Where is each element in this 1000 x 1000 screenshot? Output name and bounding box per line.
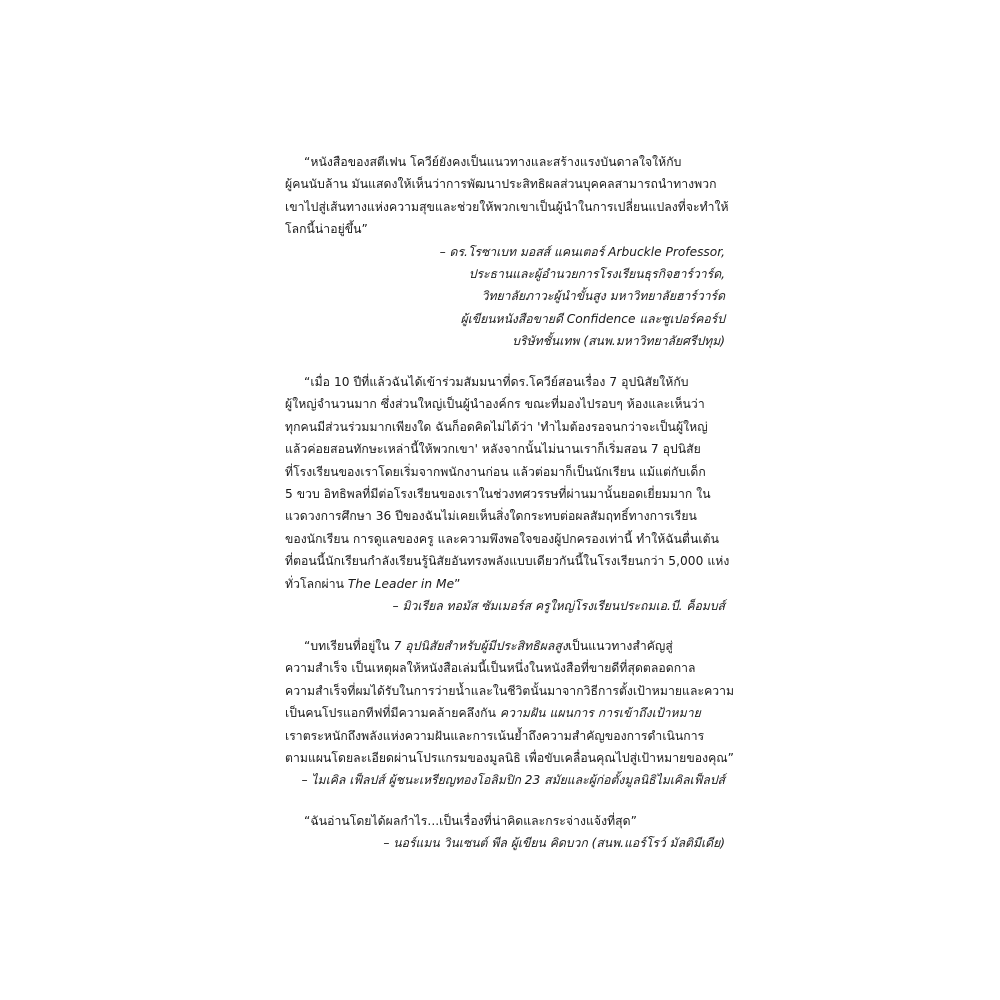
- quote-attribution: [285, 832, 725, 854]
- quote-line: “เมื่อ 10 ปีที่แล้วฉันได้เข้าร่วมสัมมนาที่ดร.โควีย์สอนเรื่อง 7 อุปนิสัยให้กับ: [304, 375, 689, 389]
- quote-line: เราตระหนักถึงพลังแห่งความฝันและการเน้นย้ำถึงความสำคัญของการดำเนินการ: [285, 728, 705, 743]
- emphasis-text: ความฝัน แผนการ การเข้าถึงเป้าหมาย: [499, 706, 701, 721]
- book-title: The Leader in Me: [347, 576, 455, 591]
- quote-text-segment: ”: [454, 576, 461, 591]
- quote-line: ที่ตอนนี้นักเรียนกำลังเรียนรู้นิสัยอันทรงพลังแบบเดียวกันนี้ในโรงเรียนกว่า 5,000 แห่ง: [285, 554, 730, 569]
- quote-line: โลกนี้น่าอยู่ขึ้น”: [285, 222, 368, 237]
- attribution-line: วิทยาลัยภาวะผู้นำขั้นสูง มหาวิทยาลัยฮาร์วาร์ด: [481, 289, 725, 304]
- quote-line: ทุกคนมีส่วนร่วมมากเพียงใด ฉันก็อดคิดไม่ได้ว่า 'ทำไมต้องรอจนกว่าจะเป็นผู้ใหญ่: [285, 419, 708, 434]
- quote-text-segment: ทั่วโลกผ่าน: [285, 576, 348, 591]
- quote-text-segment: เป็นคนโปรแอกทีฟที่มีความคล้ายคลึงกัน: [285, 706, 500, 721]
- quote-line: ความสำเร็จ เป็นเหตุผลให้หนังสือเล่มนี้เป็นหนึ่งในหนังสือที่ขายดีที่สุดตลอดกาล: [285, 661, 696, 676]
- quote-line: ของนักเรียน การดูแลของครู และความพึงพอใจของผู้ปกครองเท่านี้ ทำให้ฉันตื่นเต้น: [285, 531, 719, 546]
- quote-body: [285, 371, 730, 595]
- quote-attribution: [285, 241, 725, 353]
- quote-line: ที่โรงเรียนของเราโดยเริ่มจากพนักงานก่อน แล้วต่อมาก็เป็นนักเรียน แม้แต่กับเด็ก: [285, 464, 706, 479]
- testimonial-peale: [285, 810, 725, 855]
- quote-text-segment: เป็นแนวทางสำคัญสู่: [567, 639, 673, 653]
- attribution-line: – ดร.โรซาเบท มอสส์ แคนเตอร์ Arbuckle Professor,: [439, 244, 725, 259]
- attribution-line: บริษัทชั้นเทพ (สนพ.มหาวิทยาลัยศรีปทุม): [512, 334, 725, 349]
- quote-line: [285, 702, 725, 724]
- testimonial-kanter: [285, 151, 729, 353]
- attribution-line: ผู้เขียนหนังสือขายดี Confidence และซูเปอร์คอร์ป: [460, 311, 725, 326]
- attribution-line: – นอร์แมน วินเซนต์ พีล ผู้เขียน คิดบวก (สนพ.แอร์โรว์ มัลติมีเดีย): [383, 836, 725, 851]
- quote-attribution: [285, 595, 725, 617]
- quote-body: [285, 810, 725, 832]
- attribution-line: – ไมเคิล เฟ็ลปส์ ผู้ชนะเหรียญทองโอลิมปิก 23 สมัยและผู้ก่อตั้งมูลนิธิไมเคิลเฟ็ลปส์: [301, 773, 725, 788]
- attribution-line: ประธานและผู้อำนวยการโรงเรียนธุรกิจฮาร์วาร์ด,: [468, 267, 725, 282]
- quote-body: [285, 151, 729, 241]
- quote-line: ผู้ใหญ่จำนวนมาก ซึ่งส่วนใหญ่เป็นผู้นำองค์กร ขณะที่มองไปรอบๆ ห้องและเห็นว่า: [285, 397, 705, 412]
- quote-line: 5 ขวบ อิทธิพลที่มีต่อโรงเรียนของเราในช่วงทศวรรษที่ผ่านมานั้นยอดเยี่ยมมาก ใน: [285, 487, 711, 502]
- quote-line: ตามแผนโดยละเอียดผ่านโปรแกรมของมูลนิธิ เพื่อขับเคลื่อนคุณไปสู่เป้าหมายของคุณ”: [285, 751, 734, 766]
- quote-body: [285, 635, 735, 769]
- quote-line: ผู้คนนับล้าน มันแสดงให้เห็นว่าการพัฒนาประสิทธิผลส่วนบุคคลสามารถนำทางพวก: [285, 177, 717, 192]
- quote-line: แล้วค่อยสอนทักษะเหล่านี้ให้พวกเขา' หลังจากนั้นไม่นานเราก็เริ่มสอน 7 อุปนิสัย: [285, 442, 701, 457]
- book-title: 7 อุปนิสัยสำหรับผู้มีประสิทธิผลสูง: [393, 639, 568, 653]
- quote-line: “ฉันอ่านโดยได้ผลกำไร...เป็นเรื่องที่น่าคิดและกระจ่างแจ้งที่สุด”: [304, 814, 637, 828]
- quote-line: “หนังสือของสตีเฟน โควีย์ยังคงเป็นแนวทางและสร้างแรงบันดาลใจให้กับ: [304, 155, 682, 169]
- quote-attribution: [285, 769, 725, 791]
- quote-line: [285, 635, 725, 657]
- testimonial-summers: [285, 371, 730, 617]
- quote-line: แวดวงการศึกษา 36 ปีของฉันไม่เคยเห็นสิ่งใดกระทบต่อผลสัมฤทธิ์ทางการเรียน: [285, 509, 697, 524]
- quote-line: [285, 573, 725, 595]
- attribution-line: – มิวเรียล ทอมัส ซัมเมอร์ส ครูใหญ่โรงเรียนประถมเอ.บี. ค็อมบส์: [392, 599, 725, 614]
- testimonial-phelps: [285, 635, 735, 792]
- quote-text-segment: “บทเรียนที่อยู่ใน: [304, 639, 394, 653]
- quote-line: ความสำเร็จที่ผมได้รับในการว่ายน้ำและในชีวิตนั้นมาจากวิธีการตั้งเป้าหมายและความ: [285, 683, 735, 698]
- quote-line: เขาไปสู่เส้นทางแห่งความสุขและช่วยให้พวกเขาเป็นผู้นำในการเปลี่ยนแปลงที่จะทำให้: [285, 199, 729, 214]
